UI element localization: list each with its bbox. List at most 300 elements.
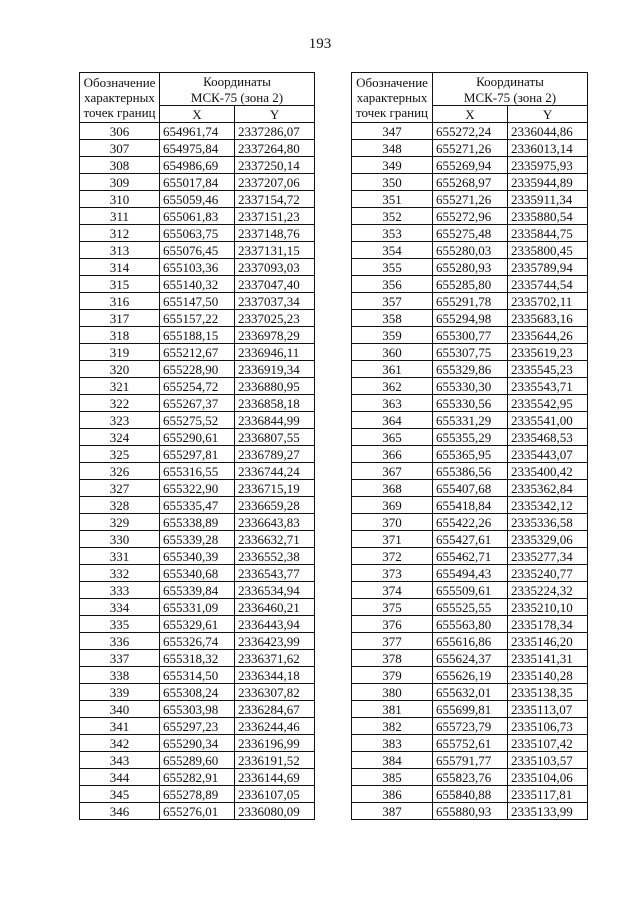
table-row xyxy=(352,599,588,616)
x-coordinate-cell: 655494,43 xyxy=(433,565,508,582)
x-coordinate-cell: 655297,23 xyxy=(160,718,235,735)
point-number-cell: 367 xyxy=(352,463,433,480)
x-coordinate-cell: 655303,98 xyxy=(160,701,235,718)
table-row xyxy=(80,429,315,446)
table-row xyxy=(80,123,315,140)
point-number-cell: 377 xyxy=(352,633,433,650)
designation-header xyxy=(80,73,160,123)
x-coordinate-cell: 655271,26 xyxy=(433,191,508,208)
x-coordinate-cell: 655330,30 xyxy=(433,378,508,395)
y-coordinate-cell: 2335117,81 xyxy=(508,786,588,803)
point-number-cell: 328 xyxy=(80,497,160,514)
y-coordinate-cell: 2335210,10 xyxy=(508,599,588,616)
x-coordinate-cell: 655269,94 xyxy=(433,157,508,174)
y-coordinate-cell: 2335138,35 xyxy=(508,684,588,701)
table-row xyxy=(80,786,315,803)
y-coordinate-cell: 2335744,54 xyxy=(508,276,588,293)
x-coordinate-cell: 655330,56 xyxy=(433,395,508,412)
y-coordinate-cell: 2336244,46 xyxy=(235,718,315,735)
x-coordinate-cell: 655280,93 xyxy=(433,259,508,276)
x-coordinate-cell: 655017,84 xyxy=(160,174,235,191)
point-number-cell: 357 xyxy=(352,293,433,310)
table-row xyxy=(352,293,588,310)
point-number-cell: 314 xyxy=(80,259,160,276)
x-coordinate-cell: 655307,75 xyxy=(433,344,508,361)
point-number-cell: 310 xyxy=(80,191,160,208)
x-coordinate-cell: 655791,77 xyxy=(433,752,508,769)
y-coordinate-cell: 2336844,99 xyxy=(235,412,315,429)
coordinates-header: Координаты xyxy=(160,73,315,90)
table-row xyxy=(352,701,588,718)
y-coordinate-cell: 2335178,34 xyxy=(508,616,588,633)
table-row xyxy=(352,242,588,259)
table-row xyxy=(352,429,588,446)
table-row xyxy=(80,735,315,752)
x-coordinate-cell: 655340,39 xyxy=(160,548,235,565)
table-row xyxy=(80,327,315,344)
point-number-cell: 318 xyxy=(80,327,160,344)
point-number-cell: 344 xyxy=(80,769,160,786)
point-number-cell: 335 xyxy=(80,616,160,633)
table-row xyxy=(80,378,315,395)
y-coordinate-cell: 2335362,84 xyxy=(508,480,588,497)
y-coordinate-cell: 2335141,31 xyxy=(508,650,588,667)
point-number-cell: 331 xyxy=(80,548,160,565)
table-row xyxy=(352,497,588,514)
x-coordinate-cell: 655840,88 xyxy=(433,786,508,803)
x-coordinate-cell: 655723,79 xyxy=(433,718,508,735)
y-header: Y xyxy=(508,106,588,123)
y-coordinate-cell: 2335400,42 xyxy=(508,463,588,480)
x-header: X xyxy=(433,106,508,123)
x-coordinate-cell: 655318,32 xyxy=(160,650,235,667)
x-coordinate-cell: 655427,61 xyxy=(433,531,508,548)
x-coordinate-cell: 655275,48 xyxy=(433,225,508,242)
x-coordinate-cell: 655339,28 xyxy=(160,531,235,548)
point-number-cell: 326 xyxy=(80,463,160,480)
point-number-cell: 385 xyxy=(352,769,433,786)
point-number-cell: 351 xyxy=(352,191,433,208)
x-coordinate-cell: 655632,01 xyxy=(433,684,508,701)
point-number-cell: 347 xyxy=(352,123,433,140)
point-number-cell: 360 xyxy=(352,344,433,361)
table-row xyxy=(80,259,315,276)
x-coordinate-cell: 655339,84 xyxy=(160,582,235,599)
x-coordinate-cell: 655076,45 xyxy=(160,242,235,259)
table-row xyxy=(352,225,588,242)
y-coordinate-cell: 2337264,80 xyxy=(235,140,315,157)
table-row xyxy=(80,446,315,463)
point-number-cell: 370 xyxy=(352,514,433,531)
table-row xyxy=(352,684,588,701)
designation-header xyxy=(352,73,433,123)
point-number-cell: 361 xyxy=(352,361,433,378)
y-coordinate-cell: 2335336,58 xyxy=(508,514,588,531)
y-coordinate-cell: 2336632,71 xyxy=(235,531,315,548)
table-row xyxy=(80,650,315,667)
table-row xyxy=(352,786,588,803)
point-number-cell: 387 xyxy=(352,803,433,820)
y-coordinate-cell: 2337151,23 xyxy=(235,208,315,225)
point-number-cell: 319 xyxy=(80,344,160,361)
y-coordinate-cell: 2337286,07 xyxy=(235,123,315,140)
x-coordinate-cell: 655335,47 xyxy=(160,497,235,514)
point-number-cell: 363 xyxy=(352,395,433,412)
y-coordinate-cell: 2337148,76 xyxy=(235,225,315,242)
y-coordinate-cell: 2336643,83 xyxy=(235,514,315,531)
point-number-cell: 381 xyxy=(352,701,433,718)
y-coordinate-cell: 2336880,95 xyxy=(235,378,315,395)
y-coordinate-cell: 2336443,94 xyxy=(235,616,315,633)
x-coordinate-cell: 654975,84 xyxy=(160,140,235,157)
point-number-cell: 374 xyxy=(352,582,433,599)
point-number-cell: 340 xyxy=(80,701,160,718)
x-coordinate-cell: 655147,50 xyxy=(160,293,235,310)
table-row xyxy=(80,633,315,650)
y-coordinate-cell: 2335545,23 xyxy=(508,361,588,378)
point-number-cell: 364 xyxy=(352,412,433,429)
x-coordinate-cell: 655880,93 xyxy=(433,803,508,820)
table-row xyxy=(352,327,588,344)
y-coordinate-cell: 2336534,94 xyxy=(235,582,315,599)
y-coordinate-cell: 2335975,93 xyxy=(508,157,588,174)
table-row xyxy=(80,616,315,633)
y-coordinate-cell: 2336460,21 xyxy=(235,599,315,616)
table-row xyxy=(80,684,315,701)
y-coordinate-cell: 2336144,69 xyxy=(235,769,315,786)
coordinate-system-header: МСК-75 (зона 2) xyxy=(433,89,588,106)
y-coordinate-cell: 2335844,75 xyxy=(508,225,588,242)
table-row xyxy=(352,395,588,412)
point-number-cell: 379 xyxy=(352,667,433,684)
y-coordinate-cell: 2335104,06 xyxy=(508,769,588,786)
y-coordinate-cell: 2335880,54 xyxy=(508,208,588,225)
table-row xyxy=(352,140,588,157)
table-row xyxy=(80,191,315,208)
x-coordinate-cell: 655272,24 xyxy=(433,123,508,140)
point-number-cell: 348 xyxy=(352,140,433,157)
y-coordinate-cell: 2335543,71 xyxy=(508,378,588,395)
table-row xyxy=(80,565,315,582)
y-coordinate-cell: 2336715,19 xyxy=(235,480,315,497)
table-row xyxy=(352,378,588,395)
y-coordinate-cell: 2335106,73 xyxy=(508,718,588,735)
designation-line-1: Обозначение xyxy=(356,75,428,90)
y-coordinate-cell: 2335277,34 xyxy=(508,548,588,565)
x-coordinate-cell: 655509,61 xyxy=(433,582,508,599)
point-number-cell: 311 xyxy=(80,208,160,225)
point-number-cell: 327 xyxy=(80,480,160,497)
y-coordinate-cell: 2337037,34 xyxy=(235,293,315,310)
table-row xyxy=(352,123,588,140)
designation-line-1: Обозначение xyxy=(83,75,156,90)
y-coordinate-cell: 2336080,09 xyxy=(235,803,315,820)
x-coordinate-cell: 655365,95 xyxy=(433,446,508,463)
point-number-cell: 341 xyxy=(80,718,160,735)
point-number-cell: 383 xyxy=(352,735,433,752)
y-coordinate-cell: 2337093,03 xyxy=(235,259,315,276)
x-coordinate-cell: 654961,74 xyxy=(160,123,235,140)
y-coordinate-cell: 2335224,32 xyxy=(508,582,588,599)
x-coordinate-cell: 655275,52 xyxy=(160,412,235,429)
point-number-cell: 350 xyxy=(352,174,433,191)
table-row xyxy=(352,463,588,480)
x-header: X xyxy=(160,106,235,123)
x-coordinate-cell: 655268,97 xyxy=(433,174,508,191)
x-coordinate-cell: 655563,80 xyxy=(433,616,508,633)
y-coordinate-cell: 2336659,28 xyxy=(235,497,315,514)
x-coordinate-cell: 655228,90 xyxy=(160,361,235,378)
table-row xyxy=(80,803,315,820)
page-number: 193 xyxy=(308,36,332,52)
point-number-cell: 306 xyxy=(80,123,160,140)
x-coordinate-cell: 655063,75 xyxy=(160,225,235,242)
table-row xyxy=(352,633,588,650)
table-row xyxy=(352,208,588,225)
x-coordinate-cell: 655626,19 xyxy=(433,667,508,684)
x-coordinate-cell: 655289,60 xyxy=(160,752,235,769)
y-coordinate-cell: 2335107,42 xyxy=(508,735,588,752)
x-coordinate-cell: 655314,50 xyxy=(160,667,235,684)
y-coordinate-cell: 2335103,57 xyxy=(508,752,588,769)
point-number-cell: 308 xyxy=(80,157,160,174)
table-row xyxy=(80,174,315,191)
designation-line-3: точек границ xyxy=(83,105,156,120)
x-coordinate-cell: 655752,61 xyxy=(433,735,508,752)
x-coordinate-cell: 655308,24 xyxy=(160,684,235,701)
y-coordinate-cell: 2337025,23 xyxy=(235,310,315,327)
point-number-cell: 338 xyxy=(80,667,160,684)
coordinates-table-left xyxy=(79,72,315,820)
x-coordinate-cell: 655338,89 xyxy=(160,514,235,531)
x-coordinate-cell: 655316,55 xyxy=(160,463,235,480)
table-row xyxy=(80,769,315,786)
x-coordinate-cell: 655462,71 xyxy=(433,548,508,565)
point-number-cell: 345 xyxy=(80,786,160,803)
x-coordinate-cell: 655285,80 xyxy=(433,276,508,293)
x-coordinate-cell: 655103,36 xyxy=(160,259,235,276)
x-coordinate-cell: 655300,77 xyxy=(433,327,508,344)
point-number-cell: 309 xyxy=(80,174,160,191)
point-number-cell: 336 xyxy=(80,633,160,650)
x-coordinate-cell: 655276,01 xyxy=(160,803,235,820)
y-coordinate-cell: 2336978,29 xyxy=(235,327,315,344)
y-coordinate-cell: 2335911,34 xyxy=(508,191,588,208)
point-number-cell: 312 xyxy=(80,225,160,242)
point-number-cell: 321 xyxy=(80,378,160,395)
y-coordinate-cell: 2335789,94 xyxy=(508,259,588,276)
point-number-cell: 376 xyxy=(352,616,433,633)
y-coordinate-cell: 2336191,52 xyxy=(235,752,315,769)
y-header: Y xyxy=(235,106,315,123)
point-number-cell: 372 xyxy=(352,548,433,565)
x-coordinate-cell: 655355,29 xyxy=(433,429,508,446)
x-coordinate-cell: 655386,56 xyxy=(433,463,508,480)
table-row xyxy=(352,480,588,497)
point-number-cell: 366 xyxy=(352,446,433,463)
y-coordinate-cell: 2336044,86 xyxy=(508,123,588,140)
x-coordinate-cell: 655329,86 xyxy=(433,361,508,378)
point-number-cell: 315 xyxy=(80,276,160,293)
y-coordinate-cell: 2336107,05 xyxy=(235,786,315,803)
table-row xyxy=(352,276,588,293)
y-coordinate-cell: 2337131,15 xyxy=(235,242,315,259)
point-number-cell: 334 xyxy=(80,599,160,616)
y-coordinate-cell: 2337207,06 xyxy=(235,174,315,191)
point-number-cell: 346 xyxy=(80,803,160,820)
table-row xyxy=(352,174,588,191)
y-coordinate-cell: 2335133,99 xyxy=(508,803,588,820)
point-number-cell: 382 xyxy=(352,718,433,735)
x-coordinate-cell: 655340,68 xyxy=(160,565,235,582)
x-coordinate-cell: 655157,22 xyxy=(160,310,235,327)
point-number-cell: 322 xyxy=(80,395,160,412)
x-coordinate-cell: 655188,15 xyxy=(160,327,235,344)
designation-line-2: характерных xyxy=(356,90,428,105)
point-number-cell: 316 xyxy=(80,293,160,310)
y-coordinate-cell: 2336307,82 xyxy=(235,684,315,701)
point-number-cell: 320 xyxy=(80,361,160,378)
x-coordinate-cell: 655254,72 xyxy=(160,378,235,395)
point-number-cell: 329 xyxy=(80,514,160,531)
table-row xyxy=(80,140,315,157)
point-number-cell: 380 xyxy=(352,684,433,701)
y-coordinate-cell: 2336371,62 xyxy=(235,650,315,667)
table-row xyxy=(80,548,315,565)
point-number-cell: 325 xyxy=(80,446,160,463)
table-row xyxy=(352,191,588,208)
point-number-cell: 324 xyxy=(80,429,160,446)
x-coordinate-cell: 655278,89 xyxy=(160,786,235,803)
table-row xyxy=(80,276,315,293)
designation-line-2: характерных xyxy=(84,90,155,105)
y-coordinate-cell: 2335944,89 xyxy=(508,174,588,191)
table-row xyxy=(352,446,588,463)
table-row xyxy=(80,395,315,412)
x-coordinate-cell: 655525,55 xyxy=(433,599,508,616)
y-coordinate-cell: 2336284,67 xyxy=(235,701,315,718)
x-coordinate-cell: 655294,98 xyxy=(433,310,508,327)
point-number-cell: 378 xyxy=(352,650,433,667)
table-row xyxy=(352,344,588,361)
table-row xyxy=(352,548,588,565)
y-coordinate-cell: 2336946,11 xyxy=(235,344,315,361)
y-coordinate-cell: 2336858,18 xyxy=(235,395,315,412)
point-number-cell: 359 xyxy=(352,327,433,344)
x-coordinate-cell: 655407,68 xyxy=(433,480,508,497)
y-coordinate-cell: 2336543,77 xyxy=(235,565,315,582)
table-row xyxy=(352,718,588,735)
y-coordinate-cell: 2335619,23 xyxy=(508,344,588,361)
y-coordinate-cell: 2335146,20 xyxy=(508,633,588,650)
y-coordinate-cell: 2335702,11 xyxy=(508,293,588,310)
table-row xyxy=(80,463,315,480)
x-coordinate-cell: 655290,61 xyxy=(160,429,235,446)
y-coordinate-cell: 2335683,16 xyxy=(508,310,588,327)
x-coordinate-cell: 655271,26 xyxy=(433,140,508,157)
point-number-cell: 337 xyxy=(80,650,160,667)
point-number-cell: 373 xyxy=(352,565,433,582)
y-coordinate-cell: 2336807,55 xyxy=(235,429,315,446)
point-number-cell: 355 xyxy=(352,259,433,276)
y-coordinate-cell: 2335644,26 xyxy=(508,327,588,344)
point-number-cell: 369 xyxy=(352,497,433,514)
x-coordinate-cell: 655322,90 xyxy=(160,480,235,497)
y-coordinate-cell: 2335140,28 xyxy=(508,667,588,684)
table-row xyxy=(80,361,315,378)
table-row xyxy=(80,667,315,684)
point-number-cell: 313 xyxy=(80,242,160,259)
point-number-cell: 356 xyxy=(352,276,433,293)
table-row xyxy=(80,208,315,225)
y-coordinate-cell: 2336789,27 xyxy=(235,446,315,463)
table-row xyxy=(80,310,315,327)
table-row xyxy=(352,531,588,548)
x-coordinate-cell: 655212,67 xyxy=(160,344,235,361)
table-row xyxy=(80,701,315,718)
x-coordinate-cell: 655280,03 xyxy=(433,242,508,259)
table-row xyxy=(352,667,588,684)
table-row xyxy=(80,157,315,174)
point-number-cell: 307 xyxy=(80,140,160,157)
point-number-cell: 368 xyxy=(352,480,433,497)
table-row xyxy=(80,293,315,310)
point-number-cell: 352 xyxy=(352,208,433,225)
x-coordinate-cell: 655290,34 xyxy=(160,735,235,752)
point-number-cell: 330 xyxy=(80,531,160,548)
y-coordinate-cell: 2335240,77 xyxy=(508,565,588,582)
x-coordinate-cell: 655267,37 xyxy=(160,395,235,412)
point-number-cell: 349 xyxy=(352,157,433,174)
table-row xyxy=(80,582,315,599)
x-coordinate-cell: 655418,84 xyxy=(433,497,508,514)
table-row xyxy=(80,599,315,616)
y-coordinate-cell: 2335113,07 xyxy=(508,701,588,718)
table-row xyxy=(80,752,315,769)
table-row xyxy=(80,344,315,361)
x-coordinate-cell: 655616,86 xyxy=(433,633,508,650)
point-number-cell: 386 xyxy=(352,786,433,803)
y-coordinate-cell: 2335468,53 xyxy=(508,429,588,446)
point-number-cell: 375 xyxy=(352,599,433,616)
table-row xyxy=(352,650,588,667)
point-number-cell: 362 xyxy=(352,378,433,395)
point-number-cell: 354 xyxy=(352,242,433,259)
y-coordinate-cell: 2337047,40 xyxy=(235,276,315,293)
x-coordinate-cell: 655624,37 xyxy=(433,650,508,667)
table-row xyxy=(80,412,315,429)
point-number-cell: 384 xyxy=(352,752,433,769)
table-row xyxy=(352,157,588,174)
coordinate-system-header: МСК-75 (зона 2) xyxy=(160,89,315,106)
table-row xyxy=(352,514,588,531)
table-row xyxy=(352,769,588,786)
y-coordinate-cell: 2336423,99 xyxy=(235,633,315,650)
point-number-cell: 332 xyxy=(80,565,160,582)
point-number-cell: 317 xyxy=(80,310,160,327)
table-row xyxy=(352,582,588,599)
point-number-cell: 323 xyxy=(80,412,160,429)
y-coordinate-cell: 2335541,00 xyxy=(508,412,588,429)
y-coordinate-cell: 2337250,14 xyxy=(235,157,315,174)
y-coordinate-cell: 2335800,45 xyxy=(508,242,588,259)
table-row xyxy=(80,514,315,531)
y-coordinate-cell: 2335443,07 xyxy=(508,446,588,463)
y-coordinate-cell: 2335542,95 xyxy=(508,395,588,412)
x-coordinate-cell: 655059,46 xyxy=(160,191,235,208)
x-coordinate-cell: 655061,83 xyxy=(160,208,235,225)
y-coordinate-cell: 2336013,14 xyxy=(508,140,588,157)
